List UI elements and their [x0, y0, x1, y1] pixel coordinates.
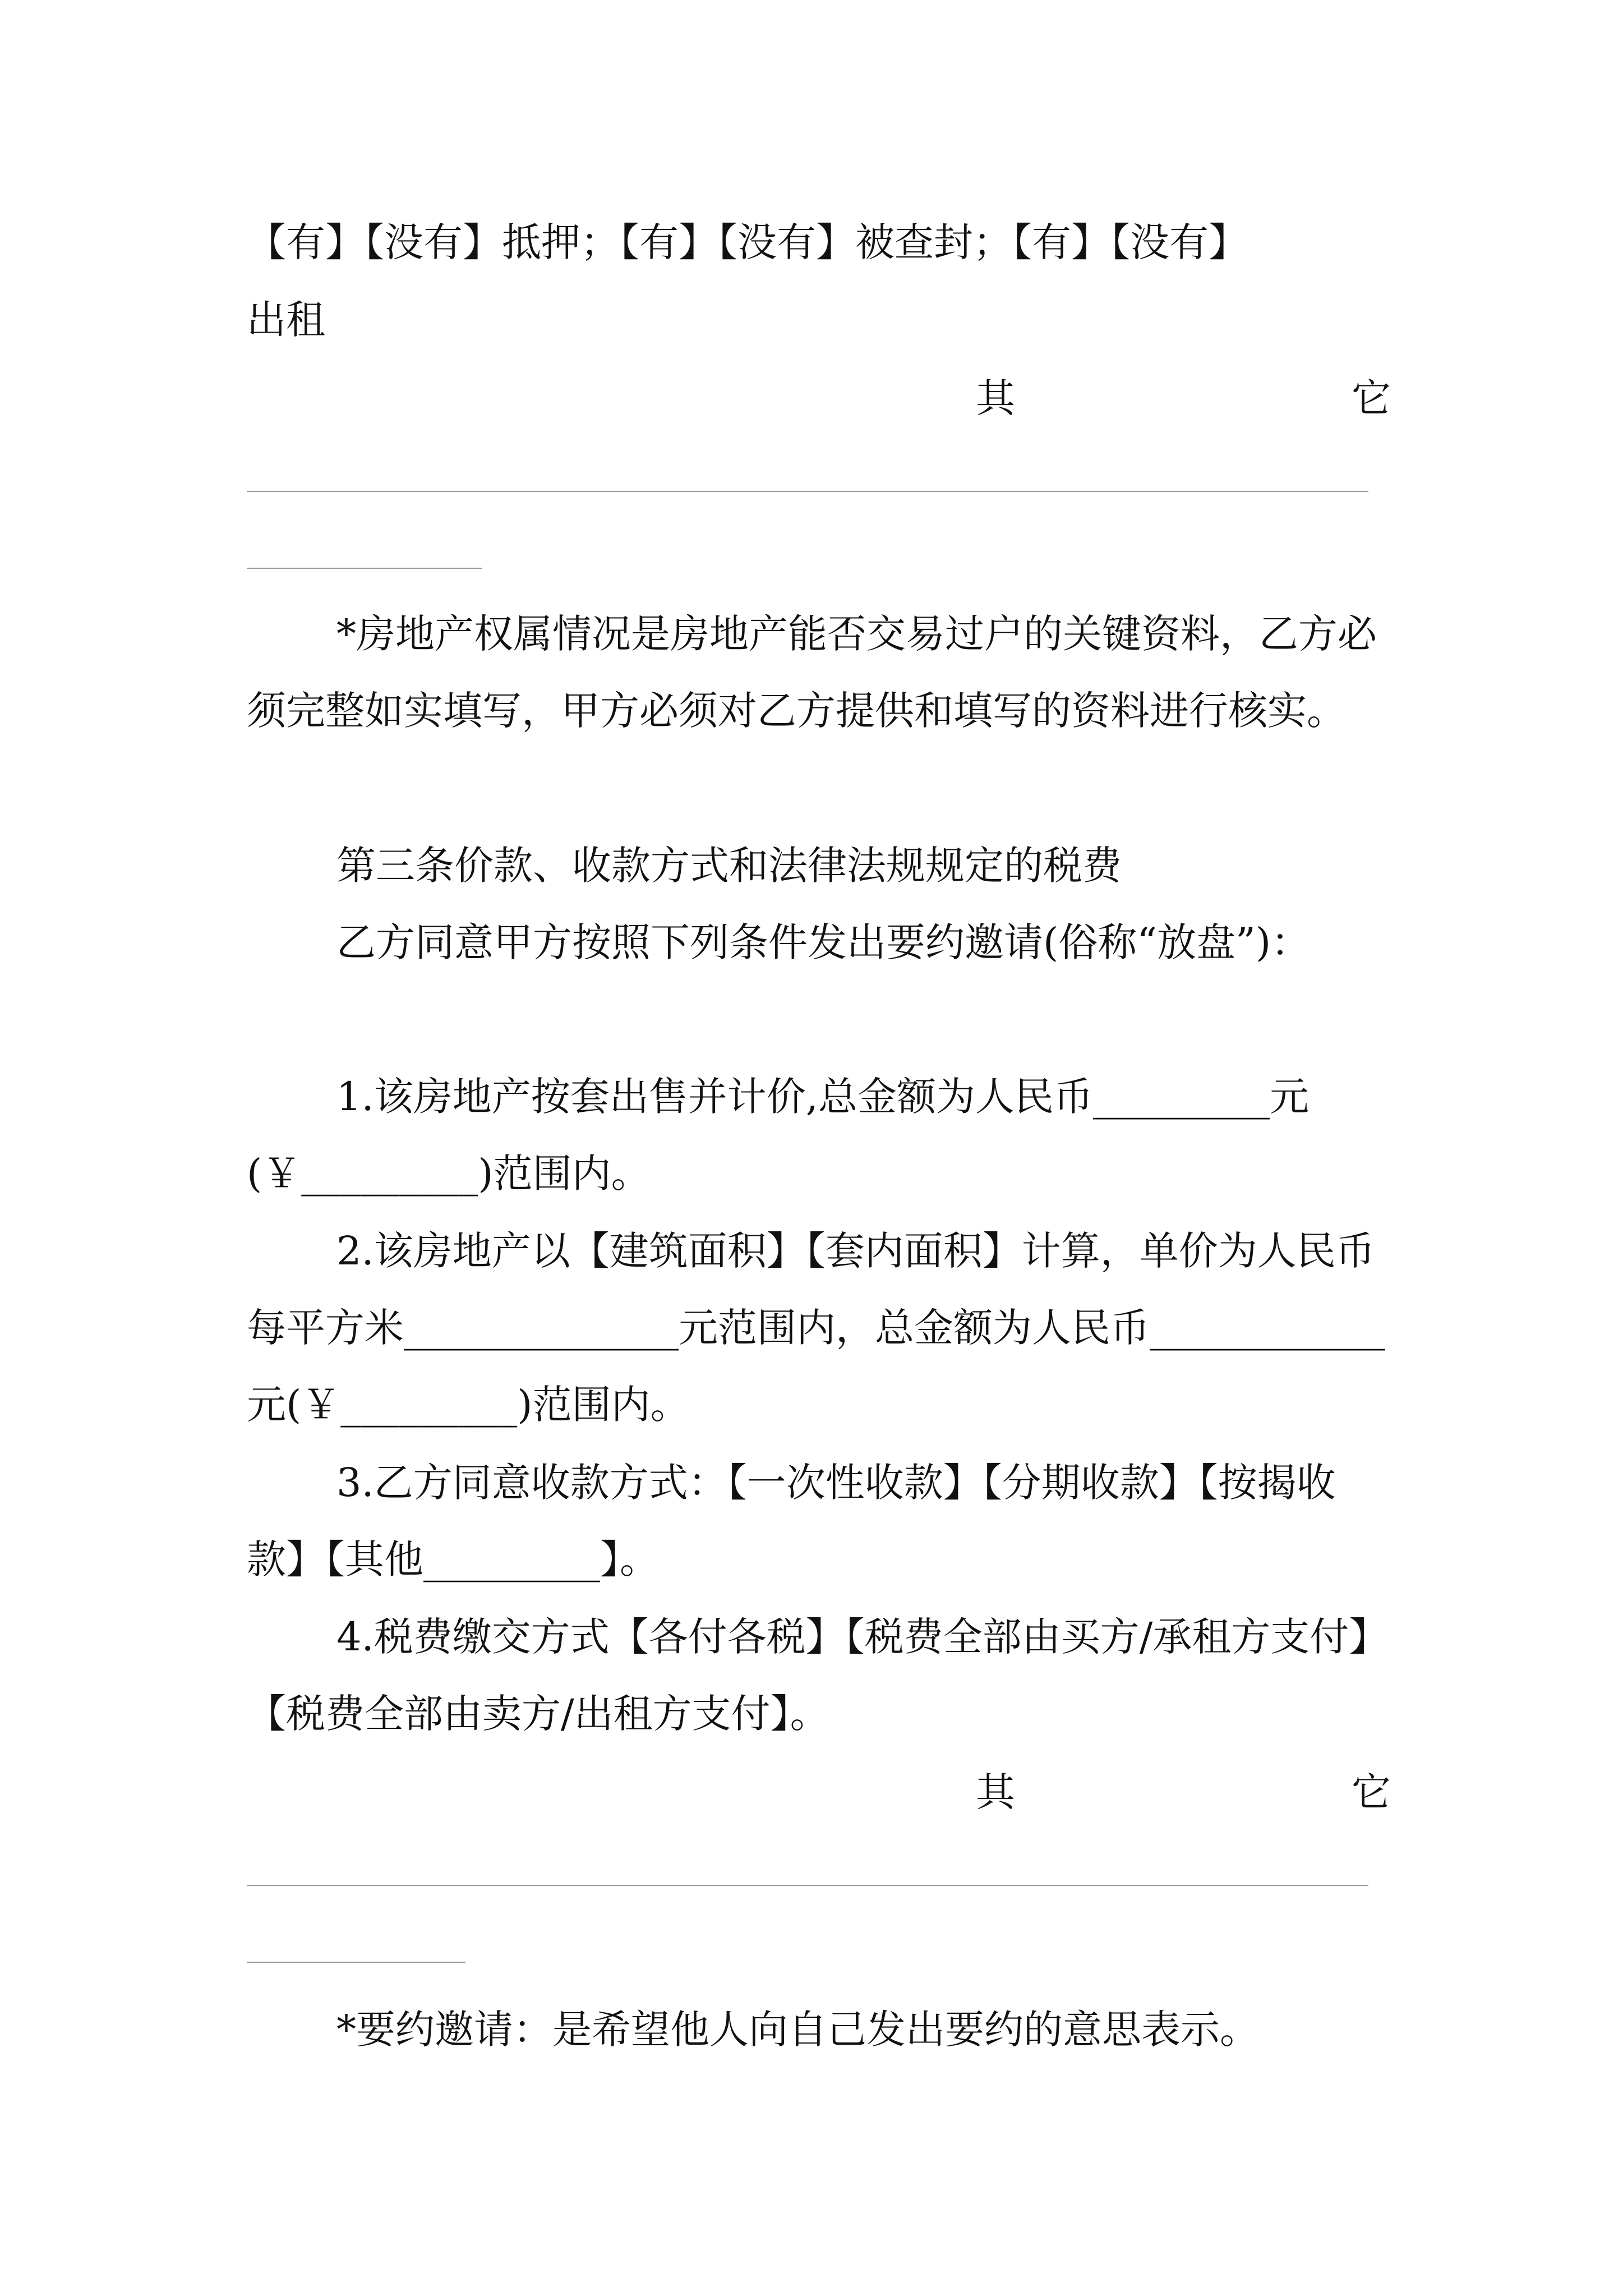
item-2: 2.该房地产以【建筑面积】【套内面积】计算，单价为人民币每平方米______________元范围内，总金额为人民币____________元(￥_________)范围内。: [247, 1228, 1385, 1428]
other-label-right-2: 它: [1352, 1769, 1391, 1815]
note-offer-invitation: *要约邀请：是希望他人向自己发出要约的意思表示。: [336, 2007, 1259, 2053]
other-label-left: 其: [976, 375, 1015, 421]
encumbrance-line: 【有】【没有】抵押；【有】【没有】被查封；【有】【没有】: [247, 219, 1248, 265]
blank-line-short: [247, 568, 482, 569]
note-property-rights: *房地产权属情况是房地产能否交易过户的关键资料，乙方必须完整如实填写，甲方必须对乙方提供和填写的资料进行核实。: [247, 611, 1377, 734]
item-4: 4.税费缴交方式【各付各税】【税费全部由买方/承租方支付】【税费全部由卖方/出租方支付】。: [247, 1614, 1389, 1737]
blank-line-long-2: [247, 1885, 1368, 1886]
item-1: 1.该房地产按套出售并计价,总金额为人民币_________元(￥_________)范围内。: [247, 1074, 1310, 1197]
other-label-right: 它: [1352, 375, 1391, 421]
consent-paragraph: 乙方同意甲方按照下列条件发出要约邀请(俗称“放盘”)：: [336, 919, 1311, 965]
item-3: 3.乙方同意收款方式：【一次性收款】【分期收款】【按揭收款】【其他_________】。: [247, 1460, 1336, 1582]
article-three-heading: 第三条价款、收款方式和法律法规规定的税费: [336, 843, 1122, 889]
blank-line-short-2: [247, 1962, 465, 1963]
blank-line-long: [247, 491, 1368, 492]
other-label-left-2: 其: [976, 1769, 1015, 1815]
rental-line: 出租: [247, 297, 325, 343]
